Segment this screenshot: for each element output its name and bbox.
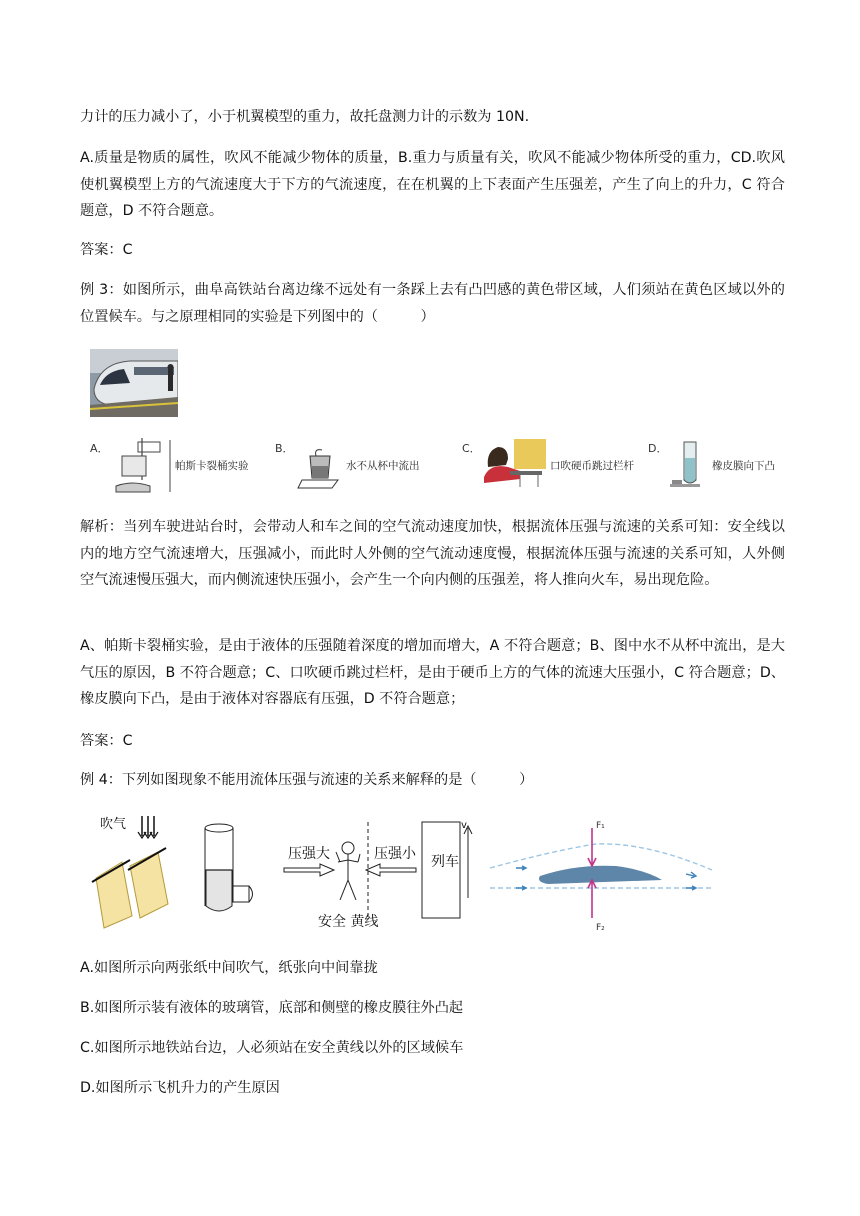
answer-2: 答案：C [80,733,133,749]
train-station-photo [90,349,178,417]
blow-label: 吹气 [100,817,127,832]
fig-c-letter: C． [462,442,481,455]
coin-jump-figure [480,437,546,489]
high-pressure-label: 压强大 [288,846,330,862]
analysis-text: 解析：当列车驶进站台时，会带动人和车之间的空气流动速度加快，根据流体压强与流速的关系可知：安全线以内的地方空气流速增大，压强减小，而此时人外侧的空气流动速度慢，根据流体压强与流速的关系可知，人外侧空气流速慢压强大，而内侧流速快压强小，会产生一个向内侧的压强差，将人推向火车，易出现危险。 [80,519,785,588]
fig-b-caption: 水不从杯中流出 [346,460,420,472]
f1-label: F₁ [596,821,605,831]
subway-platform-figure [280,818,480,936]
option-b: B.如图所示装有液体的玻璃管，底部和侧壁的橡皮膜往外凸起 [80,1000,464,1016]
fig-a-caption: 帕斯卡裂桶实验 [175,460,249,472]
train-label: 列车 [431,854,459,870]
fig-d-caption: 橡皮膜向下凸 [712,460,775,472]
option-c: C.如图所示地铁站台边，人必须站在安全黄线以外的区域候车 [80,1040,464,1056]
rubber-membrane-figure [668,440,708,494]
pascal-barrel-figure [112,436,174,496]
option-a: A.如图所示向两张纸中间吹气，纸张向中间靠拢 [80,960,378,976]
velocity-label: v [461,820,467,831]
text-p2: A.质量是物质的属性，吹风不能减少物体的质量，B.重力与质量有关，吹风不能减少物体所受的重力，CD.吹风使机翼模型上方的气流速度大于下方的气流速度，在在机翼的上下表面产生压强差，产生了向上的升力，C 符合题意，D 不符合题意。 [80,150,785,219]
inverted-cup-figure [296,446,344,492]
fig-c-caption: 口吹硬币跳过栏杆 [550,460,634,472]
fig-a-letter: A． [90,442,109,455]
answer-1: 答案：C [80,242,133,258]
two-papers-figure [88,812,188,934]
safety-line-label: 安全 黄线 [318,914,379,930]
fig-d-letter: D． [648,442,668,455]
fig-b-letter: B． [275,442,294,455]
example-3-question: 例 3：如图所示，曲阜高铁站台离边缘不远处有一条踩上去有凸凹感的黄色带区域，人们须站在黄色区域以外的位置候车。与之原理相同的实验是下列图中的（ ） [80,282,785,325]
text-p1: 力计的压力减小了，小于机翼模型的重力，故托盘测力计的示数为 10N. [80,109,530,125]
airfoil-figure [486,814,718,934]
example-4-question: 例 4：下列如图现象不能用流体压强与流速的关系来解释的是（ ） [80,772,534,788]
options-explanation: A、帕斯卡裂桶实验，是由于液体的压强随着深度的增加而增大，A 不符合题意；B、图中水不从杯中流出，是大气压的原因，B 不符合题意；C、口吹硬币跳过栏杆，是由于硬币上方的气体的流速大压强小，C 符合题意；D、橡皮膜向下凸，是由于液体对容器底有压强，D 不符合题意； [80,638,785,707]
low-pressure-label: 压强小 [374,846,416,862]
f2-label: F₂ [596,923,605,933]
option-d: D.如图所示飞机升力的产生原因 [80,1080,280,1096]
glass-tube-figure [198,820,262,920]
